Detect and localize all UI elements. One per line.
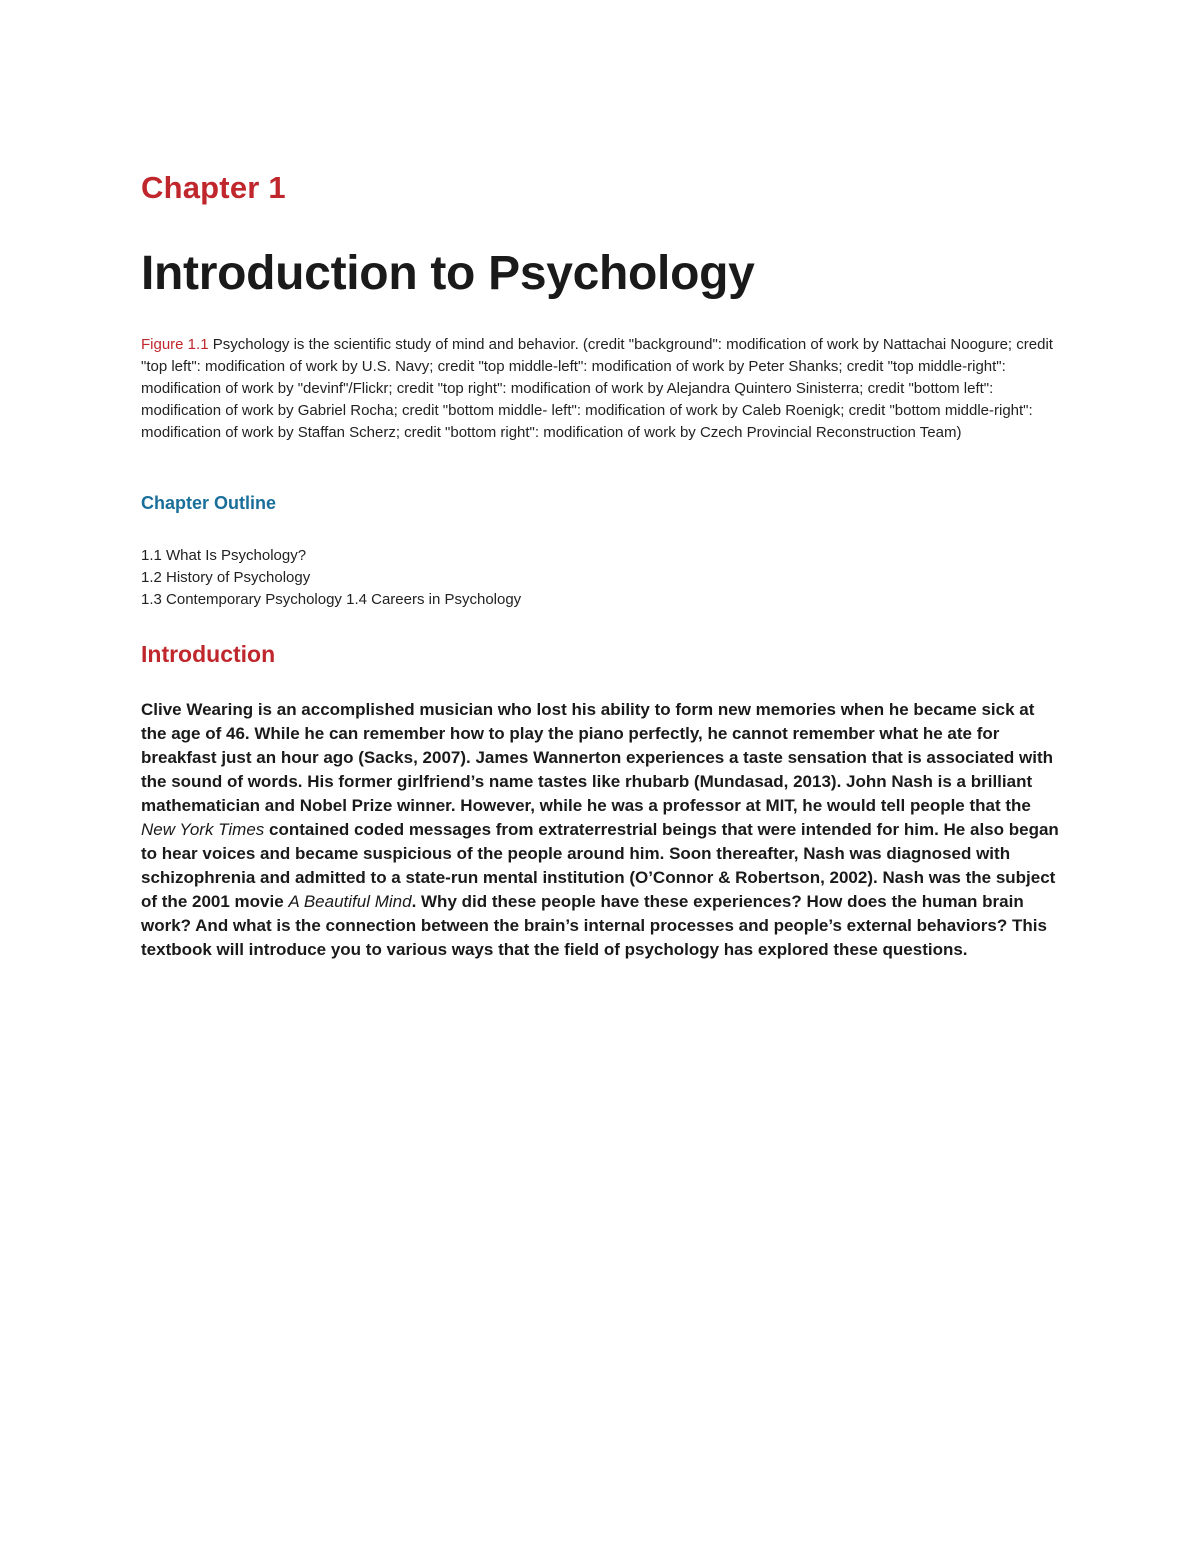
figure-caption xyxy=(141,334,1061,444)
chapter-label: Chapter 1 xyxy=(141,170,286,205)
intro-text-part-2: contained coded messages from extraterrestrial beings that were intended for him. He also began to hear voices and became suspicious of the people around him. Soon thereafter, Nash was diagnosed with schizophrenia and admitted to a state-run mental institution (O’Connor & Robertson, 2002). Nash was the subject of the 2001 movie xyxy=(141,820,1059,911)
chapter-title: Introduction to Psychology xyxy=(141,247,755,300)
outline-item: 1.2 History of Psychology xyxy=(141,569,311,586)
introduction-heading: Introduction xyxy=(141,641,276,667)
outline-item: 1.1 What Is Psychology? xyxy=(141,547,307,564)
introduction-paragraph xyxy=(141,698,1061,962)
chapter-outline-list xyxy=(141,545,521,611)
intro-italic-title-2: A Beautiful Mind xyxy=(288,892,412,911)
intro-text-part-1: Clive Wearing is an accomplished musician who lost his ability to form new memories when he became sick at the age of 46. While he can remember how to play the piano perfectly, he cannot remember what he ate for breakfast just an hour ago (Sacks, 2007). James Wannerton experiences a taste sensation that is associated with the sound of words. His former girlfriend’s name tastes like rhubarb (Mundasad, 2013). John Nash is a brilliant mathematician and Nobel Prize winner. However, while he was a professor at MIT, he would tell people that the xyxy=(141,700,1054,815)
intro-text-part-3: . Why did these people have these experiences? How does the human brain work? And what is the connection between the brain’s internal processes and people’s external behaviors? This textbook will introduce you to various ways that the field of psychology has explored these questions. xyxy=(141,892,1047,959)
chapter-outline-heading: Chapter Outline xyxy=(141,493,277,513)
figure-label: Figure 1.1 xyxy=(141,336,209,353)
outline-item: 1.3 Contemporary Psychology 1.4 Careers in Psychology xyxy=(141,591,522,608)
figure-caption-text: Psychology is the scientific study of mind and behavior. (credit "background": modification of work by Nattachai Noogure; credit "top left": modification of work by U.S. Navy; credit "top middle-left": modification of work by Peter Shanks; credit "top middle-right": modification of work by "devinf"/Flickr; credit "top right": modification of work by Alejandra Quintero Sinisterra; credit "bottom left": modification of work by Gabriel Rocha; credit "bottom middle- left": modification of work by Caleb Roenigk; credit "bottom middle-right": modification of work by Staffan Scherz; credit "bottom right": modification of work by Czech Provincial Reconstruction Team) xyxy=(141,336,1053,441)
intro-italic-title-1: New York Times xyxy=(141,820,265,839)
